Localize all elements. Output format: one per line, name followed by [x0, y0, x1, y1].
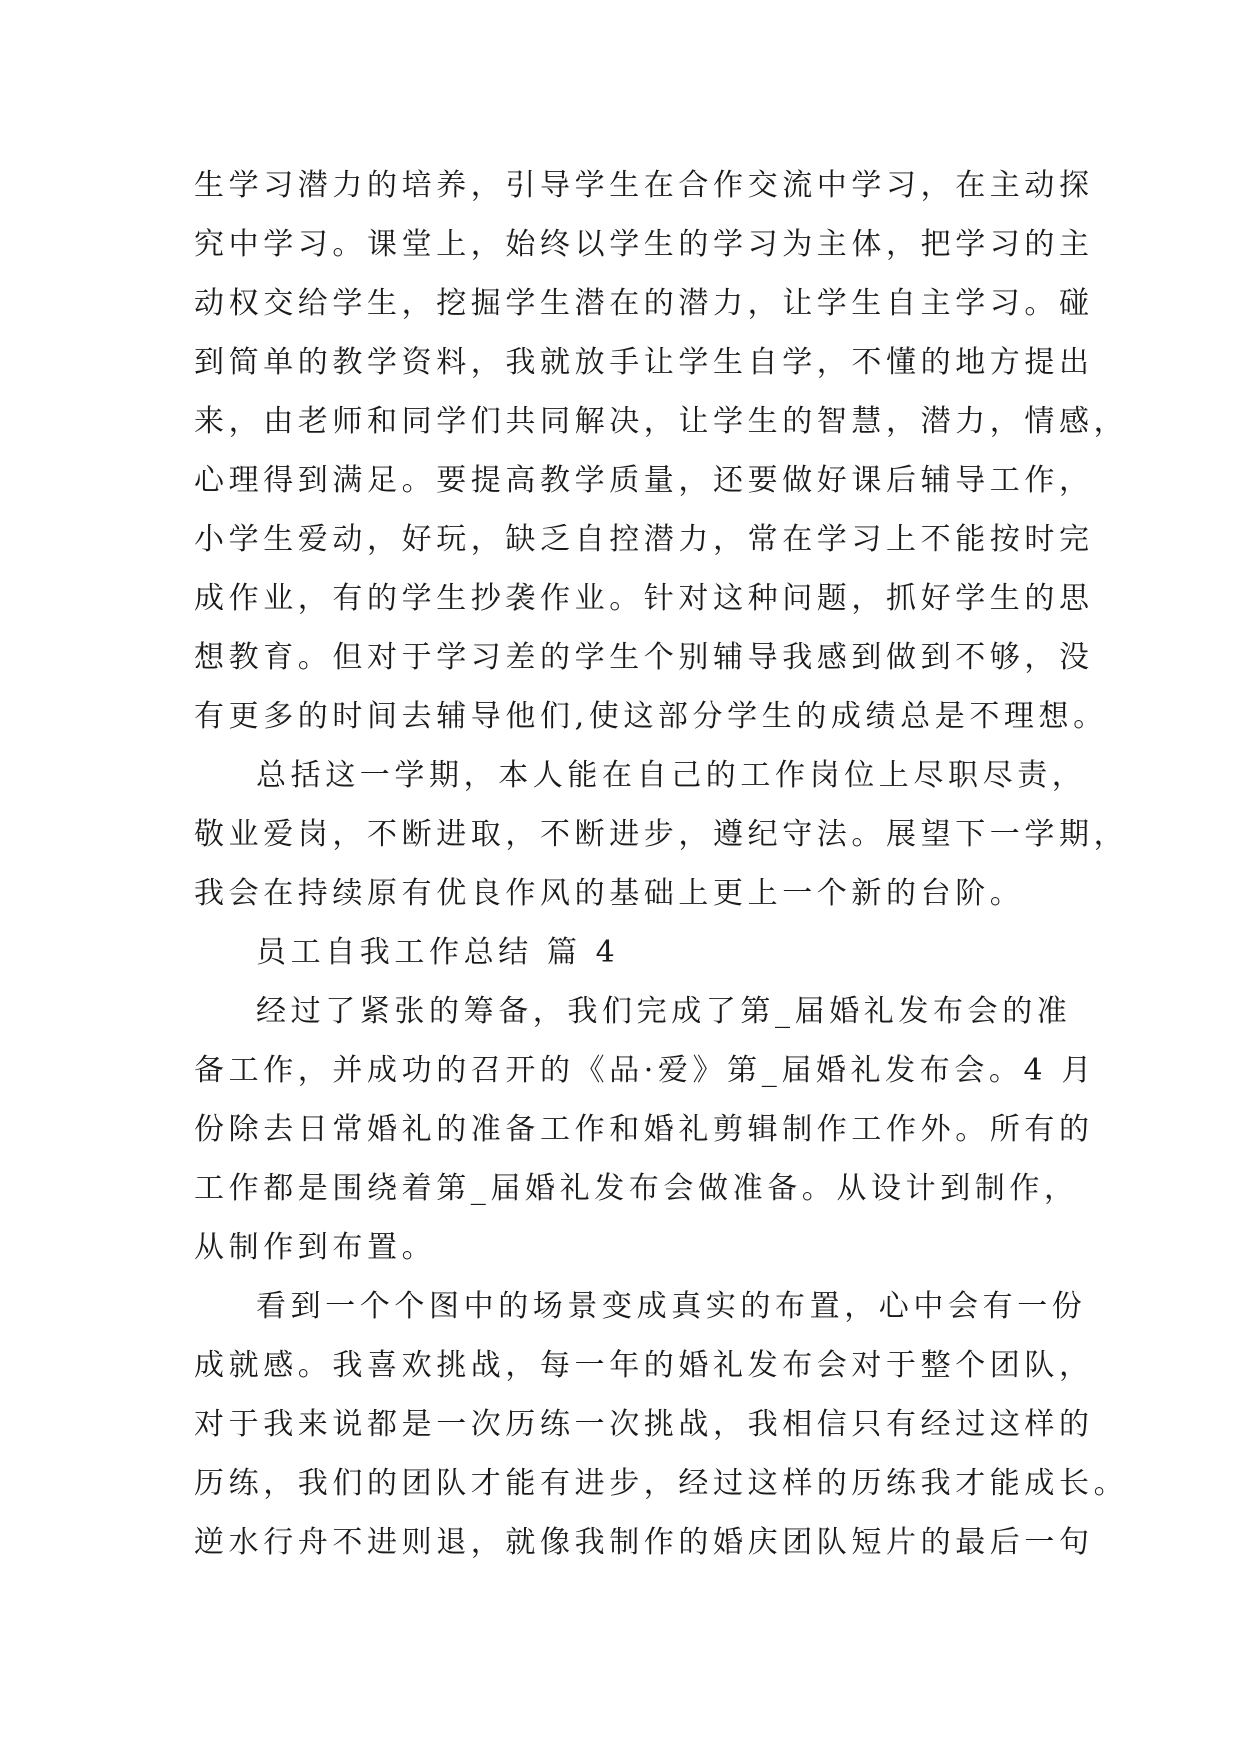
- text-line: 成作业，有的学生抄袭作业。针对这种问题，抓好学生的思: [194, 581, 1094, 616]
- text-line: 有更多的时间去辅导他们,使这部分学生的成绩总是不理想。: [194, 699, 1108, 734]
- paragraph-first-line: 经过了紧张的筹备，我们完成了第_届婚礼发布会的准: [256, 994, 1072, 1029]
- text-line: 小学生爱动，好玩，缺乏自控潜力，常在学习上不能按时完: [194, 522, 1094, 557]
- text-line: 心理得到满足。要提高教学质量，还要做好课后辅导工作，: [194, 463, 1094, 498]
- paragraph-first-line: 总括这一学期，本人能在自己的工作岗位上尽职尽责，: [256, 758, 1087, 793]
- text-line: 从制作到布置。: [194, 1230, 437, 1265]
- text-line: 生学习潜力的培养，引导学生在合作交流中学习，在主动探: [194, 168, 1094, 203]
- text-line: 备工作，并成功的召开的《品·爱》第_届婚礼发布会。4 月: [194, 1053, 1096, 1088]
- text-line: 我会在持续原有优良作风的基础上更上一个新的台阶。: [194, 876, 1025, 911]
- text-line: 份除去日常婚礼的准备工作和婚礼剪辑制作工作外。所有的: [194, 1112, 1094, 1147]
- paragraph-first-line: 看到一个个图中的场景变成真实的布置，心中会有一份: [256, 1289, 1087, 1324]
- text-line: 成就感。我喜欢挑战，每一年的婚礼发布会对于整个团队，: [194, 1348, 1094, 1383]
- text-line: 动权交给学生，挖掘学生潜在的潜力，让学生自主学习。碰: [194, 286, 1094, 321]
- text-line: 究中学习。课堂上，始终以学生的学习为主体，把学习的主: [194, 227, 1094, 262]
- text-line: 工作都是围绕着第_届婚礼发布会做准备。从设计到制作，: [194, 1171, 1079, 1206]
- text-line: 敬业爱岗，不断进取，不断进步，遵纪守法。展望下一学期，: [194, 817, 1129, 852]
- text-line: 想教育。但对于学习差的学生个别辅导我感到做到不够，没: [194, 640, 1094, 675]
- text-line: 对于我来说都是一次历练一次挑战，我相信只有经过这样的: [194, 1407, 1094, 1442]
- text-line: 历练，我们的团队才能有进步，经过这样的历练我才能成长。: [194, 1466, 1129, 1501]
- text-line: 到简单的教学资料，我就放手让学生自学，不懂的地方提出: [194, 345, 1094, 380]
- section-heading: 员工自我工作总结 篇 4: [256, 935, 620, 970]
- text-line: 来，由老师和同学们共同解决，让学生的智慧，潜力，情感，: [194, 404, 1129, 439]
- text-line: 逆水行舟不进则退，就像我制作的婚庆团队短片的最后一句: [194, 1525, 1094, 1560]
